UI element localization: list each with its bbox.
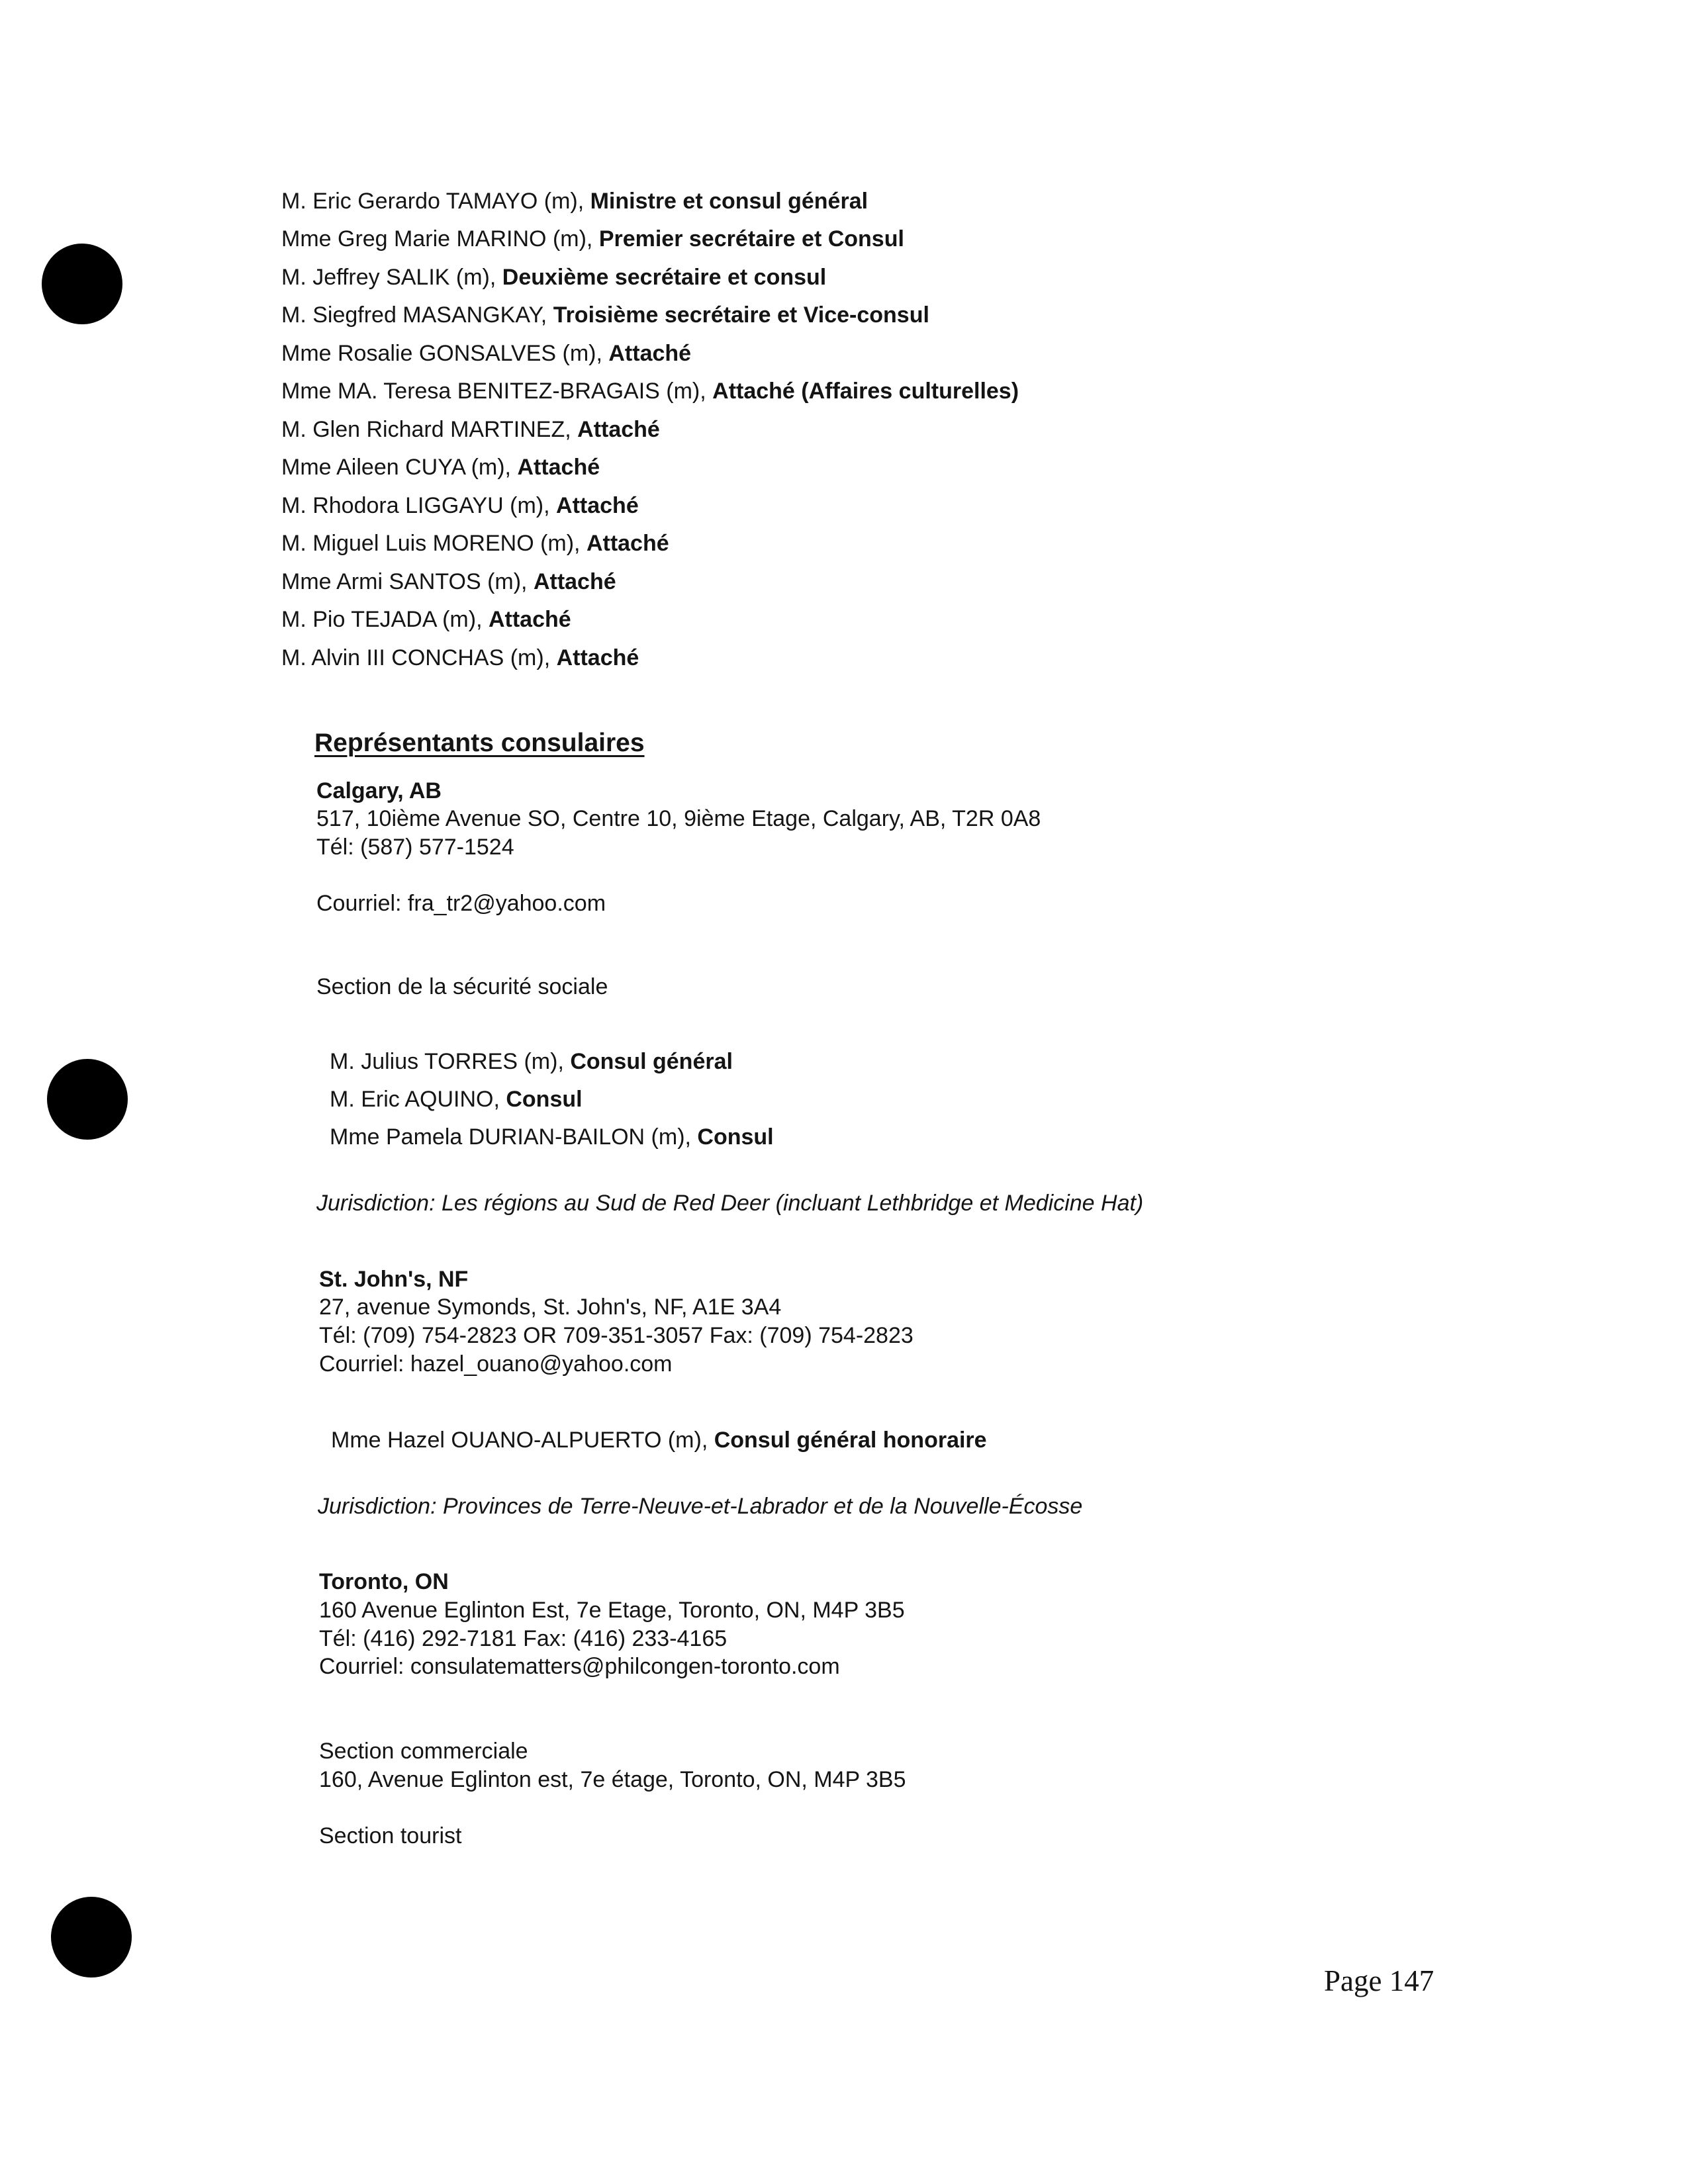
staff-entry: [330, 1086, 583, 1113]
staff-title: Attaché: [586, 531, 669, 556]
staff-title: Ministre et consul général: [590, 189, 868, 214]
staff-title: Premier secrétaire et Consul: [598, 226, 904, 251]
staff-entry: [281, 530, 669, 557]
section-label: Section commerciale: [319, 1739, 528, 1764]
staff-name: Mme Rosalie GONSALVES (m),: [281, 341, 609, 366]
staff-entry: [330, 1048, 733, 1075]
staff-entry: [281, 188, 868, 214]
section-address: 160, Avenue Eglinton est, 7e étage, Toronto, ON, M4P 3B5: [319, 1767, 906, 1792]
jurisdiction-text: Provinces de Terre-Neuve-et-Labrador et de la Nouvelle-Écosse: [436, 1494, 1083, 1519]
staff-title: Consul général honoraire: [714, 1428, 987, 1453]
staff-entry: [281, 378, 1019, 404]
staff-name: Mme Aileen CUYA (m),: [281, 455, 518, 480]
staff-title: Attaché: [488, 607, 571, 632]
section-heading: Représentants consulaires: [314, 729, 645, 757]
consulate-city: St. John's, NF: [319, 1267, 469, 1292]
staff-entry: [281, 492, 639, 519]
staff-entry: [281, 416, 660, 443]
staff-name: M. Alvin III CONCHAS (m),: [281, 645, 557, 670]
staff-name: Mme Armi SANTOS (m),: [281, 569, 534, 594]
staff-name: Mme Hazel OUANO-ALPUERTO (m),: [331, 1428, 714, 1453]
staff-title: Attaché: [577, 417, 660, 442]
staff-name: M. Rhodora LIGGAYU (m),: [281, 493, 557, 518]
staff-title: Troisième secrétaire et Vice-consul: [553, 302, 929, 328]
consulate-email: Courriel: consulatematters@philcongen-toronto.com: [319, 1654, 840, 1679]
jurisdiction: [316, 1190, 1143, 1216]
staff-title: Consul: [506, 1087, 583, 1112]
staff-title: Attaché: [533, 569, 616, 594]
staff-name: M. Eric AQUINO,: [330, 1087, 506, 1112]
jurisdiction-label: Jurisdiction:: [316, 1191, 436, 1216]
consulate-address: 517, 10ième Avenue SO, Centre 10, 9ième Etage, Calgary, AB, T2R 0A8: [316, 806, 1041, 831]
staff-title: Attaché: [556, 493, 639, 518]
staff-name: M. Miguel Luis MORENO (m),: [281, 531, 586, 556]
consulate-address: 160 Avenue Eglinton Est, 7e Etage, Toronto, ON, M4P 3B5: [319, 1598, 905, 1623]
staff-name: Mme Greg Marie MARINO (m),: [281, 226, 599, 251]
punch-hole-middle: [47, 1059, 128, 1140]
staff-title: Attaché: [517, 455, 600, 480]
staff-name: M. Glen Richard MARTINEZ,: [281, 417, 578, 442]
staff-entry: [330, 1124, 774, 1150]
staff-name: M. Pio TEJADA (m),: [281, 607, 489, 632]
staff-entry: [281, 454, 600, 480]
punch-hole-top: [42, 244, 122, 324]
staff-title: Consul: [697, 1124, 774, 1150]
section-label: Section de la sécurité sociale: [316, 974, 608, 999]
consulate-phone: Tél: (416) 292-7181 Fax: (416) 233-4165: [319, 1626, 727, 1651]
section-label: Section tourist: [319, 1823, 462, 1848]
staff-title: Attaché: [556, 645, 639, 670]
staff-title: Attaché: [608, 341, 692, 366]
staff-entry: [281, 569, 616, 595]
jurisdiction-label: Jurisdiction:: [318, 1494, 437, 1519]
punch-hole-bottom: [51, 1897, 132, 1978]
staff-entry: [281, 302, 929, 328]
consulate-email: Courriel: fra_tr2@yahoo.com: [316, 891, 606, 916]
staff-name: M. Eric Gerardo TAMAYO (m),: [281, 189, 590, 214]
staff-name: M. Julius TORRES (m),: [330, 1049, 571, 1074]
consulate-city: Toronto, ON: [319, 1569, 449, 1594]
staff-name: Mme Pamela DURIAN-BAILON (m),: [330, 1124, 698, 1150]
consulate-phone: Tél: (709) 754-2823 OR 709-351-3057 Fax: (709) 754-2823: [319, 1323, 914, 1348]
consulate-address: 27, avenue Symonds, St. John's, NF, A1E 3A4: [319, 1295, 782, 1320]
staff-name: Mme MA. Teresa BENITEZ-BRAGAIS (m),: [281, 379, 713, 404]
jurisdiction: [318, 1493, 1082, 1520]
jurisdiction-text: Les régions au Sud de Red Deer (incluant Lethbridge et Medicine Hat): [435, 1191, 1144, 1216]
staff-title: Consul général: [570, 1049, 733, 1074]
staff-name: M. Siegfred MASANGKAY,: [281, 302, 553, 328]
staff-entry: [281, 645, 639, 671]
staff-entry: [281, 606, 571, 633]
consulate-phone: Tél: (587) 577-1524: [316, 835, 514, 860]
staff-title: Attaché (Affaires culturelles): [712, 379, 1019, 404]
staff-entry: [281, 226, 904, 252]
consulate-city: Calgary, AB: [316, 778, 442, 803]
staff-title: Deuxième secrétaire et consul: [502, 265, 827, 290]
staff-entry: [281, 264, 826, 291]
staff-entry: [331, 1427, 987, 1453]
staff-name: M. Jeffrey SALIK (m),: [281, 265, 502, 290]
consulate-email: Courriel: hazel_ouano@yahoo.com: [319, 1351, 673, 1377]
staff-entry: [281, 340, 691, 367]
page-number: Page 147: [1324, 1964, 1434, 1997]
